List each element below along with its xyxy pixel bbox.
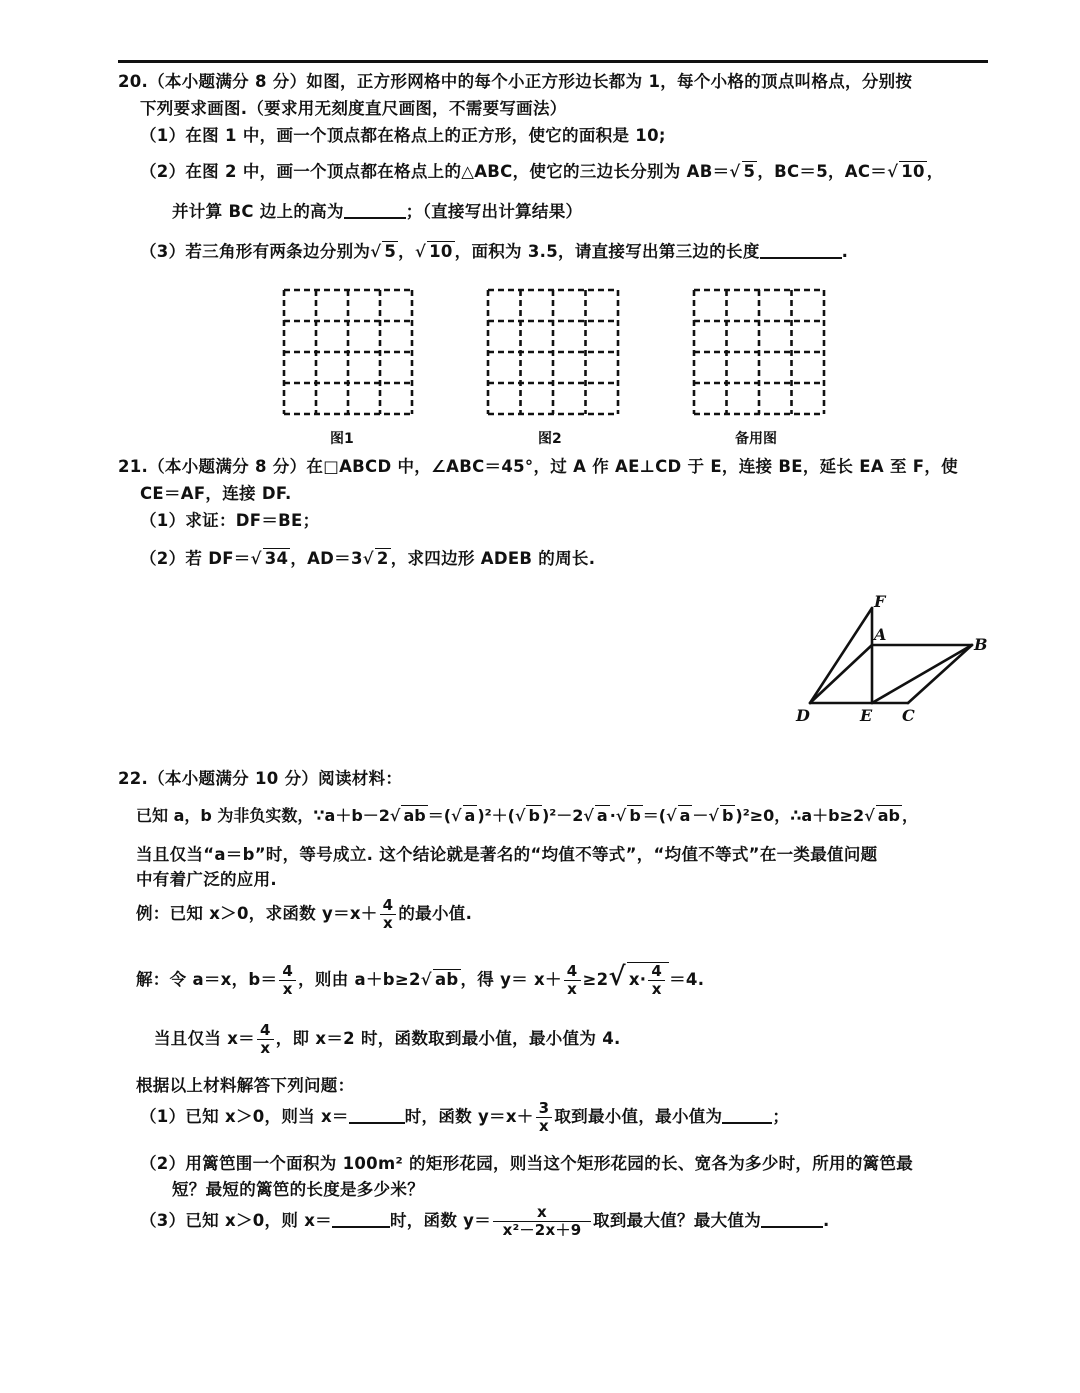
label-c: C (902, 706, 915, 725)
answer-blank[interactable] (760, 257, 842, 259)
answer-blank[interactable] (332, 1226, 390, 1228)
caption-spare: 备用图 (735, 431, 777, 447)
q22-solution: 解：令 a＝x，b＝ $\frac{4}{x}$ ，则由 a＋b≥2√ ab ，得 y＝ x＋ $\frac{4}{x}$ ≥2√ x· $\frac{4}{x}$ ＝4. (136, 962, 705, 998)
top-rule (118, 60, 988, 63)
segment-df (810, 608, 872, 703)
caption-figure-2: 图2 (538, 431, 562, 447)
q20-part1: （1）在图 1 中，画一个顶点都在格点上的正方形，使它的面积是 10; (140, 126, 666, 145)
q21-title: 21.（本小题满分 8 分）在□ABCD 中，∠ABC＝45°，过 A 作 AE⊥CD 于 E，连接 BE，延长 EA 至 F，使 (118, 457, 958, 476)
label-f: F (874, 592, 886, 611)
segment-eb (872, 645, 972, 703)
q21-line2: CE＝AF，连接 DF. (140, 484, 292, 503)
q22-material-line1: 已知 a，b 为非负实数，∵a＋b－2√ ab ＝(√ a )²＋(√ b )²－2√ a ·√ b ＝(√ a －√ b )²≥0，∴a＋b≥2√ ab ， (136, 806, 918, 825)
answer-blank[interactable] (344, 217, 406, 219)
label-d: D (796, 706, 810, 725)
q22-part2-line2: 短？最短的篱笆的长度是多少米？ (172, 1180, 424, 1199)
label-a: A (874, 625, 887, 644)
q20-instruction: 下列要求画图.（要求用无刻度直尺画图，不需要写画法） (140, 99, 567, 118)
grid-spare (692, 288, 826, 416)
q20-part3: （3）若三角形有两条边分别为√ 5 ，√ 10 ，面积为 3.5，请直接写出第三边的长度 . (140, 242, 849, 261)
q22-title: 22.（本小题满分 10 分）阅读材料： (118, 769, 403, 788)
q22-equality: 当且仅当 x＝ $\frac{4}{x}$ ，即 x＝2 时，函数取到最小值，最小值为 4. (154, 1021, 621, 1057)
q20-part2-height: 并计算 BC 边上的高为 ；（直接写出计算结果） (172, 202, 583, 221)
label-e: E (860, 706, 873, 725)
q21-part1: （1）求证：DF＝BE； (140, 511, 320, 530)
q20-part2: （2）在图 2 中，画一个顶点都在格点上的△ABC，使它的三边长分别为 AB＝√ 5 ，BC＝5，AC＝√ 10 ， (140, 162, 944, 181)
answer-blank[interactable] (722, 1122, 772, 1124)
label-b: B (974, 635, 988, 654)
grid-figure-1 (282, 288, 414, 416)
parallelogram-figure (790, 590, 990, 730)
q22-material-line3: 中有着广泛的应用. (136, 870, 277, 889)
segment-cb (908, 645, 972, 703)
q20-title: 20.（本小题满分 8 分）如图，正方形网格中的每个小正方形边长都为 1，每个小格的顶点叫格点，分别按 (118, 72, 913, 91)
caption-figure-1: 图1 (330, 431, 354, 447)
answer-blank[interactable] (761, 1226, 823, 1228)
answer-blank[interactable] (349, 1122, 405, 1124)
grid-figure-2 (486, 288, 620, 416)
q22-part1: （1）已知 x＞0，则当 x＝ 时，函数 y＝x＋ $\frac{3}{x}$ 取到最小值，最小值为 ； (140, 1099, 790, 1135)
q22-part2-line1: （2）用篱笆围一个面积为 100m² 的矩形花园，则当这个矩形花园的长、宽各为多少时，所用的篱笆最 (140, 1154, 914, 1173)
q22-example: 例：已知 x＞0，求函数 y＝x＋ $\frac{4}{x}$ 的最小值. (136, 896, 473, 932)
q21-part2: （2）若 DF＝√ 34 ，AD＝3√ 2 ，求四边形 ADEB 的周长. (140, 549, 596, 568)
q22-part3: （3）已知 x＞0，则 x＝ 时，函数 y＝ $\frac{x}{\text{x²－2x＋9}}$ 取到最大值？最大值为 . (140, 1203, 830, 1239)
q22-material-line2: 当且仅当“a＝b”时，等号成立. 这个结论就是著名的“均值不等式”，“均值不等式”在一类最值问题 (136, 845, 878, 864)
q22-ask: 根据以上材料解答下列问题： (136, 1076, 355, 1095)
